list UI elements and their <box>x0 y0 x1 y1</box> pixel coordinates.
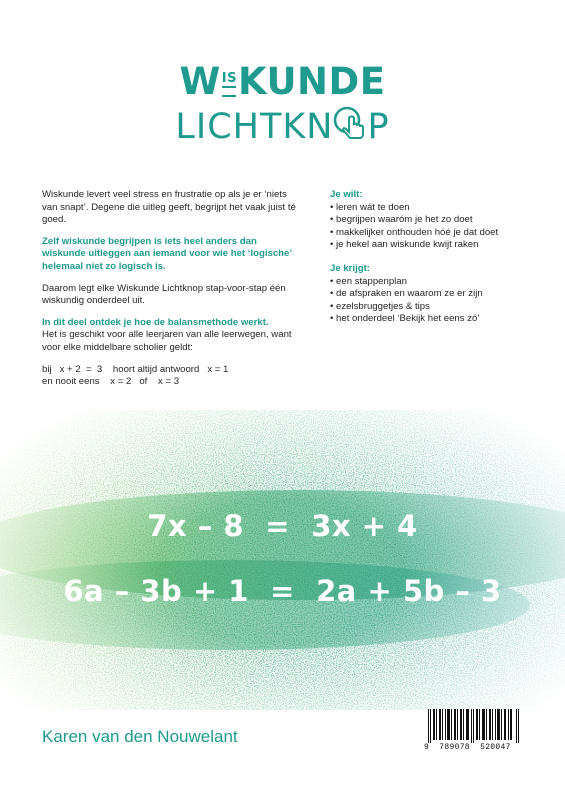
wilt-list <box>330 202 540 252</box>
equation-2: 6a – 3b + 1 = 2a + 5b – 3 <box>63 574 502 608</box>
logo-lichtknop <box>175 104 389 150</box>
logo-is-stack <box>222 73 237 97</box>
equation-1: 7x – 8 = 3x + 4 <box>147 509 418 543</box>
logo-is-text: IS <box>221 71 237 86</box>
list-item: • de afspraken en waarom ze er zijn <box>330 288 540 301</box>
intro-paragraph-4 <box>42 317 297 355</box>
krijgt-list <box>330 276 540 326</box>
logo-kunde: KUNDE <box>237 60 386 103</box>
logo-letter-w: W <box>179 60 221 103</box>
benefits-column <box>330 189 540 337</box>
example-formula-line-1: bij x + 2 = 3 hoort altijd antwoord x = 1 <box>42 363 229 375</box>
pointing-hand-icon <box>331 104 369 150</box>
logo-p: P <box>367 107 390 147</box>
logo-equals-bars <box>222 86 236 97</box>
intro-paragraph-2: Zelf wiskunde begrijpen is iets heel anders dan wiskunde uitleggen aan iemand voor wie het ‘logische’ helemaal niet zo logisch is. <box>42 235 292 272</box>
balance-method-highlight: In dit deel ontdek je hoe de balansmethode werkt. <box>42 316 269 328</box>
isbn-number: 9 789078 520047 <box>424 743 511 752</box>
list-item: • je hekel aan wiskunde kwijt raken <box>330 239 540 252</box>
intro-paragraph-4-rest: Het is geschikt voor alle leerjaren van alle leerwegen, want voor elke middelbare scholier geldt: <box>42 329 292 353</box>
intro-paragraph-3: Daarom legt elke Wiskunde Lichtknop stap-voor-stap één wiskundig onderdeel uit. <box>42 282 286 307</box>
intro-column <box>42 189 297 389</box>
barcode-bars <box>424 709 526 743</box>
author-name: Karen van den Nouwelant <box>42 727 238 746</box>
paint-splash-background <box>0 390 565 720</box>
krijgt-heading: Je krijgt: <box>330 262 370 274</box>
list-item: • begrijpen waaróm je het zo doet <box>330 214 540 227</box>
list-item: • een stappenplan <box>330 276 540 289</box>
list-item: • ezelsbruggetjes & tips <box>330 301 540 314</box>
intro-paragraph-1: Wiskunde levert veel stress en frustratie op als je er ‘niets van snapt’. Degene die uitleg geeft, begrijpt het vaak juist té goed. <box>42 189 296 226</box>
logo-wiskunde <box>179 62 385 102</box>
wilt-heading: Je wilt: <box>330 189 363 200</box>
series-logo <box>0 62 565 150</box>
barcode <box>424 709 526 765</box>
list-item: • makkelijker onthouden hóé je dat doet <box>330 227 540 240</box>
list-item: • het onderdeel ‘Bekijk het eens zó’ <box>330 313 540 326</box>
logo-lichtkn: LICHTKN <box>175 107 334 147</box>
list-item: • leren wát te doen <box>330 202 540 215</box>
example-formula-line-2: en nooit eens x = 2 of x = 3 <box>42 376 180 388</box>
